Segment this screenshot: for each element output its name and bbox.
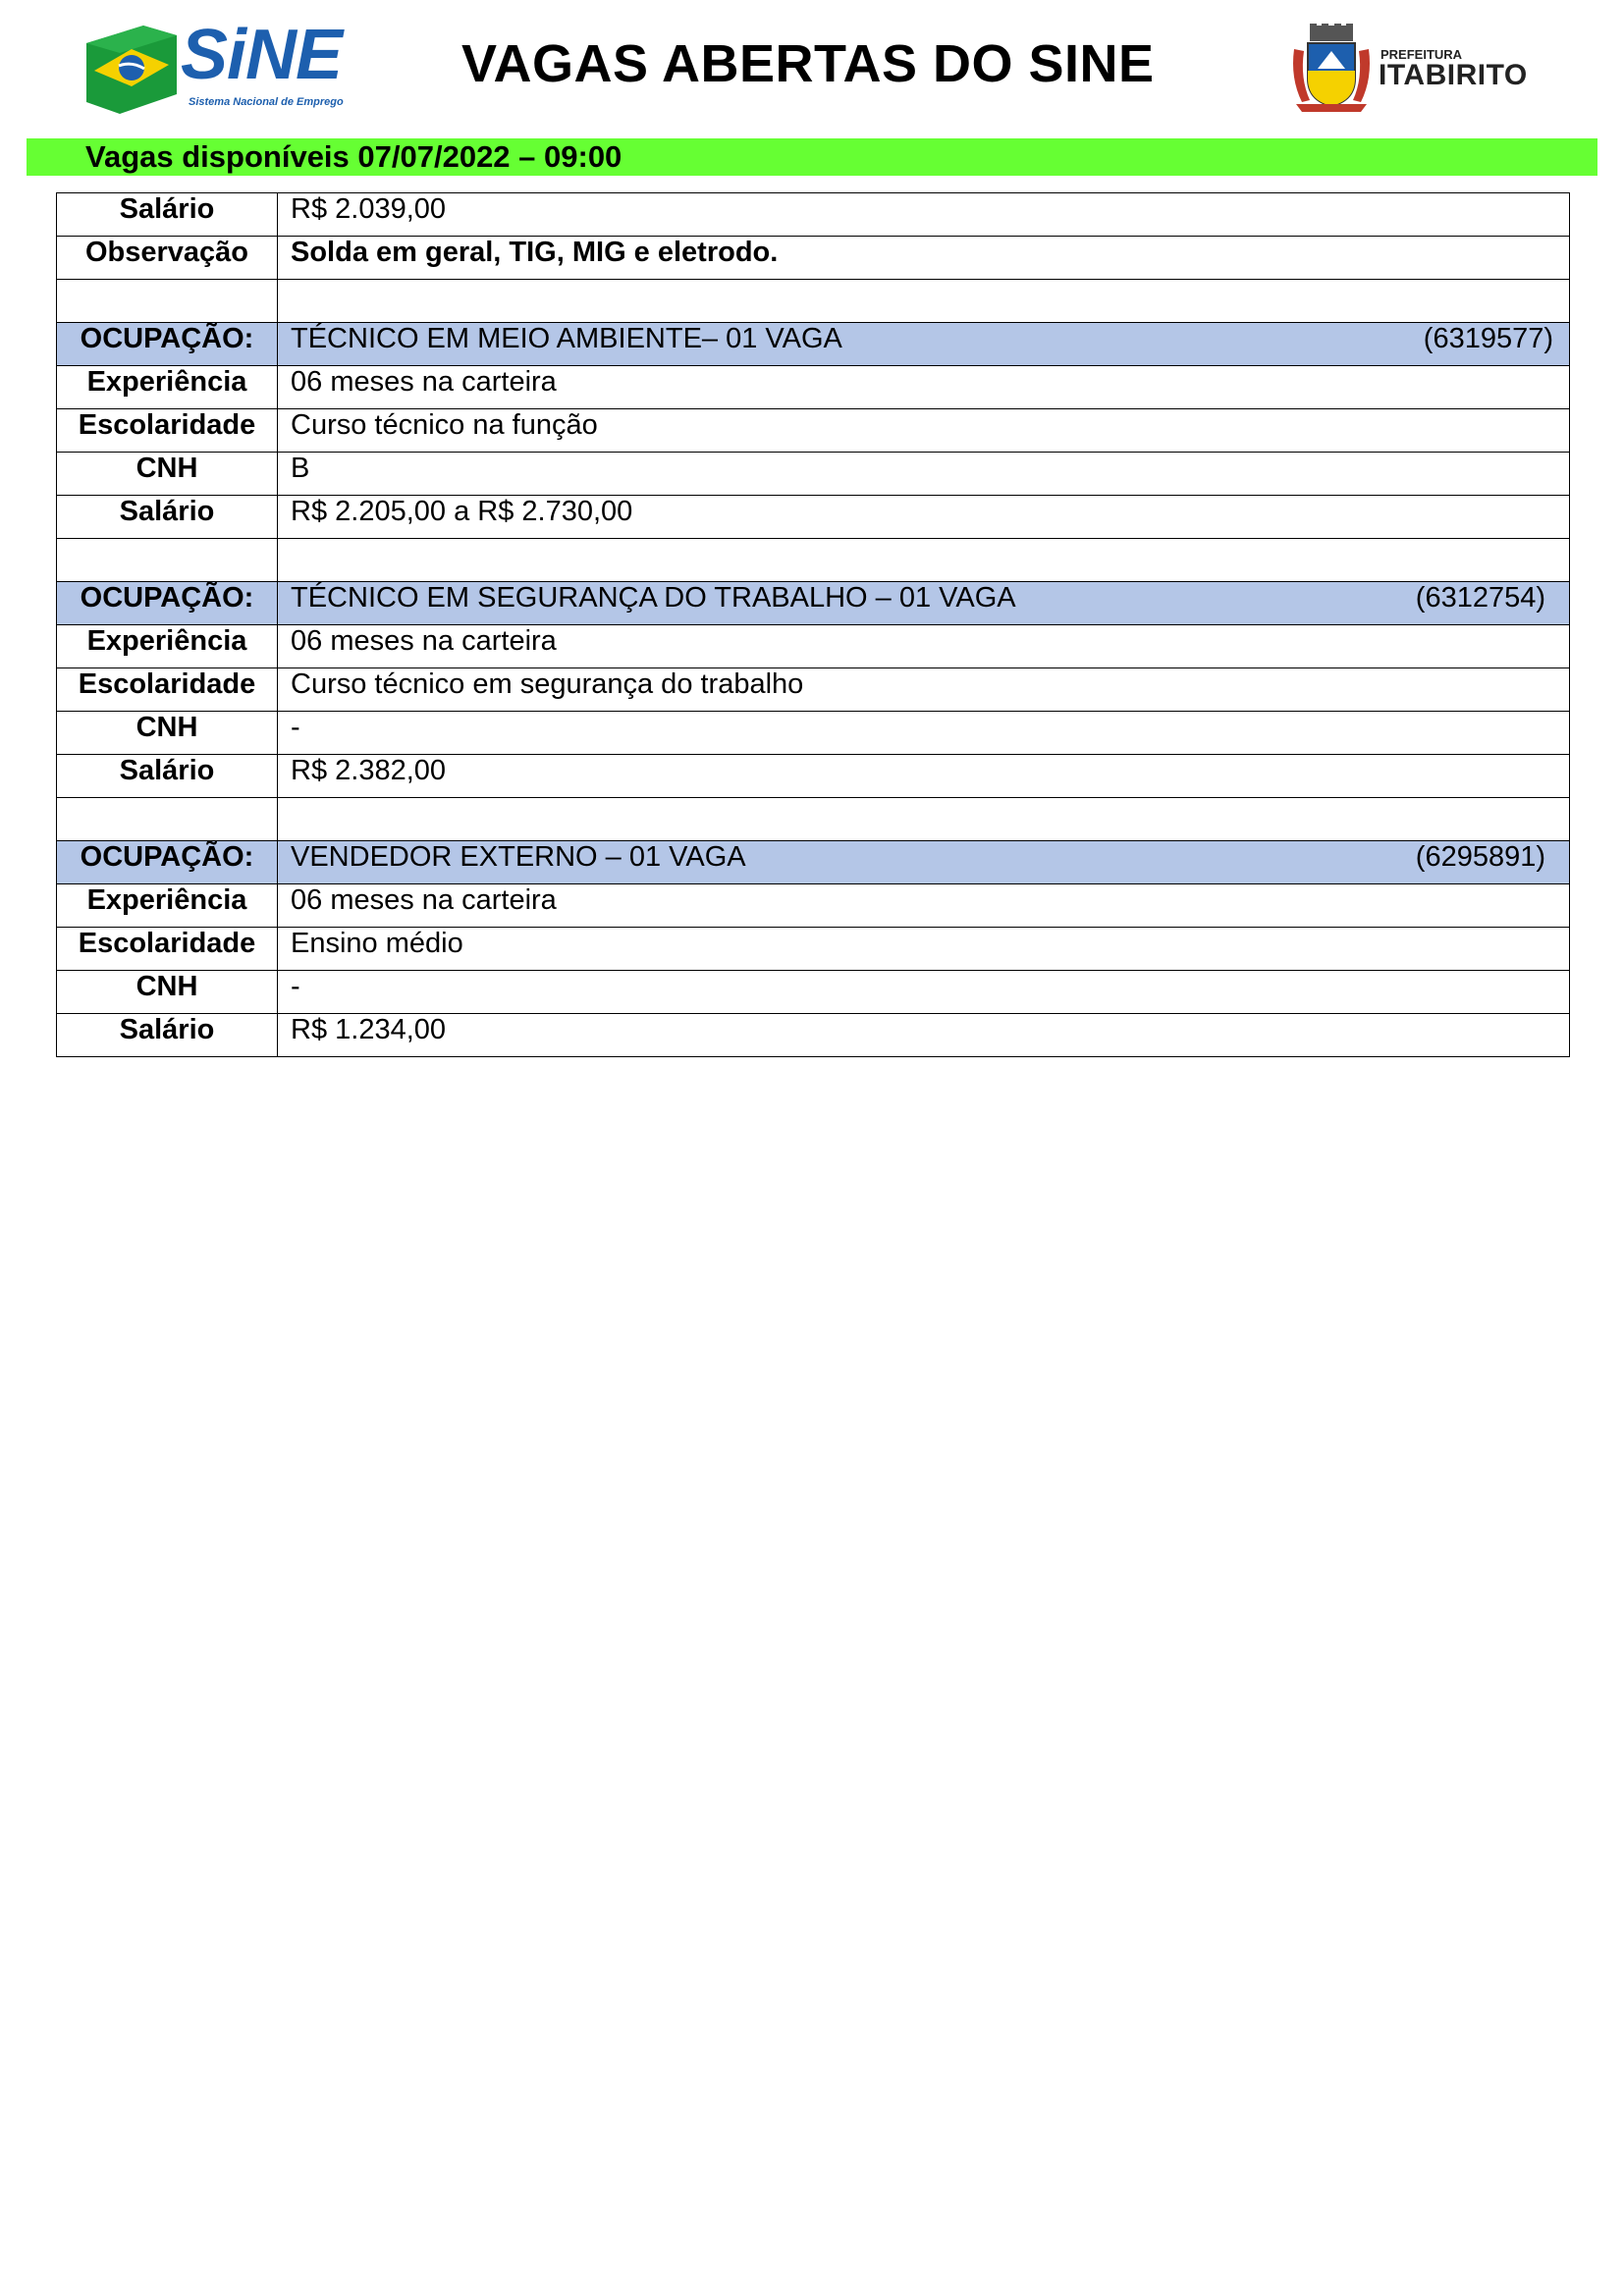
occupation-value [278,323,1570,366]
row-label: Salário [57,496,278,539]
row-value: 06 meses na carteira [278,625,1570,668]
table-row [57,1014,1570,1057]
row-value: Ensino médio [278,928,1570,971]
row-label: Salário [57,755,278,798]
row-label: Experiência [57,884,278,928]
row-label: CNH [57,453,278,496]
row-label: Salário [57,1014,278,1057]
row-label: Observação [57,237,278,280]
row-label [57,280,278,323]
occupation-row [57,841,1570,884]
row-value: R$ 2.039,00 [278,193,1570,237]
prefeitura-label: PREFEITURA [1380,47,1463,62]
row-value: 06 meses na carteira [278,884,1570,928]
occupation-label: OCUPAÇÃO: [57,323,278,366]
itabirito-logo [1288,24,1543,114]
table-row [57,625,1570,668]
row-value: Curso técnico na função [278,409,1570,453]
table-row [57,712,1570,755]
row-value: Solda em geral, TIG, MIG e eletrodo. [278,237,1570,280]
row-value [278,798,1570,841]
occupation-title: VENDEDOR EXTERNO – 01 VAGA [291,841,746,873]
occupation-row [57,323,1570,366]
table-row [57,237,1570,280]
occupation-code: (6312754) [1415,582,1545,614]
occupation-label: OCUPAÇÃO: [57,582,278,625]
table-row [57,971,1570,1014]
row-label: Escolaridade [57,668,278,712]
row-label: Experiência [57,366,278,409]
occupation-value [278,841,1570,884]
table-row [57,496,1570,539]
spacer-row [57,798,1570,841]
page-title: VAGAS ABERTAS DO SINE [461,34,1155,93]
page-header [0,0,1624,135]
row-label: Experiência [57,625,278,668]
spacer-row [57,539,1570,582]
row-value: - [278,971,1570,1014]
row-label: CNH [57,712,278,755]
occupation-title: TÉCNICO EM MEIO AMBIENTE– 01 VAGA [291,323,842,354]
row-label: CNH [57,971,278,1014]
row-label [57,539,278,582]
row-value [278,539,1570,582]
row-value: 06 meses na carteira [278,366,1570,409]
occupation-code: (6295891) [1415,841,1545,873]
row-value: R$ 2.205,00 a R$ 2.730,00 [278,496,1570,539]
row-value: R$ 1.234,00 [278,1014,1570,1057]
occupation-row [57,582,1570,625]
row-label: Escolaridade [57,409,278,453]
table-row [57,409,1570,453]
date-banner [27,138,1597,176]
row-label [57,798,278,841]
coat-of-arms-icon [1288,24,1375,114]
table-row [57,668,1570,712]
spacer-row [57,280,1570,323]
row-value: Curso técnico em segurança do trabalho [278,668,1570,712]
row-value [278,280,1570,323]
sine-flag-icon [86,26,181,114]
table-row [57,928,1570,971]
row-value: R$ 2.382,00 [278,755,1570,798]
sine-logo-word: SiNE [181,16,343,94]
job-vacancies-table [56,192,1570,1057]
row-label: Escolaridade [57,928,278,971]
row-value: B [278,453,1570,496]
row-value: - [278,712,1570,755]
table-row [57,884,1570,928]
occupation-code: (6319577) [1423,323,1553,354]
table-row [57,755,1570,798]
itabirito-label: ITABIRITO [1379,59,1528,91]
occupation-label: OCUPAÇÃO: [57,841,278,884]
sine-logo-subtitle: Sistema Nacional de Emprego [189,96,344,108]
table-row [57,366,1570,409]
table-row [57,453,1570,496]
occupation-title: TÉCNICO EM SEGURANÇA DO TRABALHO – 01 VAGA [291,582,1016,614]
sine-logo [86,16,356,114]
occupation-value [278,582,1570,625]
row-label: Salário [57,193,278,237]
banner-date-text: Vagas disponíveis 07/07/2022 – 09:00 [85,139,623,174]
table-row [57,193,1570,237]
